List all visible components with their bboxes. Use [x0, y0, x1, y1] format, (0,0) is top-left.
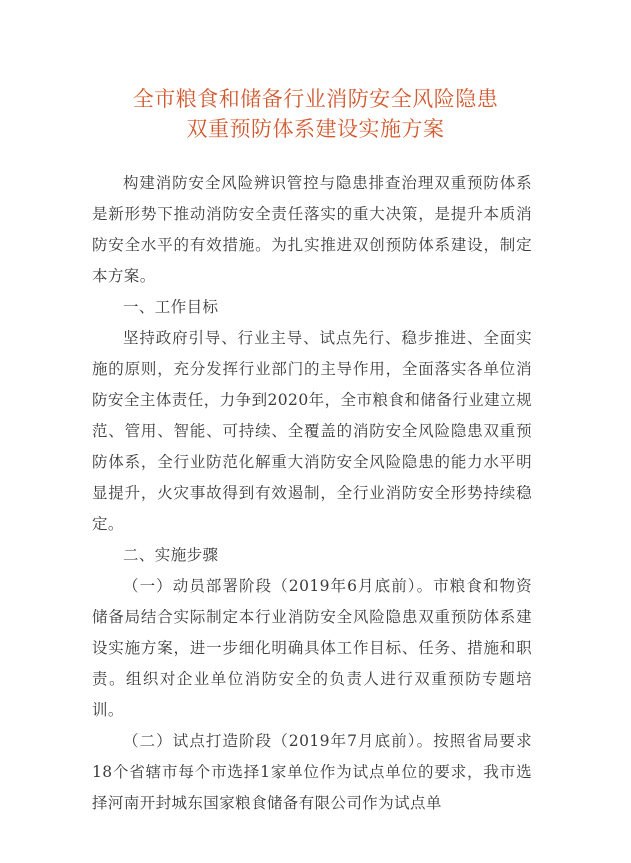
section-heading-steps: 二、实施步骤 — [123, 546, 219, 564]
document-title — [0, 84, 631, 144]
goals-paragraph: 坚持政府引导、行业主导、试点先行、稳步推进、全面实施的原则，充分发挥行业部门的主导作用，全面落实各单位消防安全主体责任，力争到2020年，全市粮食和储备行业建立规范、管用、智能、可持续、全覆盖的消防安全风险隐患双重预防体系，全行业防范化解重大消防安全风险隐患的能力水平明显提升，火灾事故得到有效遏制，全行业消防安全形势持续稳定。 — [92, 329, 532, 533]
document-body — [92, 168, 532, 819]
step-1-paragraph: （一）动员部署阶段（2019年6月底前）。市粮食和物资储备局结合实际制定本行业消防安全风险隐患双重预防体系建设实施方案，进一步细化明确具体工作目标、任务、措施和职责。组织对企业单位消防安全的负责人进行双重预防专题培训。 — [92, 577, 532, 719]
step-2-paragraph: （二）试点打造阶段（2019年7月底前）。按照省局要求18个省辖市每个市选择1家单位作为试点单位的要求，我市选择河南开封城东国家粮食储备有限公司作为试点单 — [92, 732, 532, 812]
title-line-2: 双重预防体系建设实施方案 — [186, 117, 445, 141]
title-line-1: 全市粮食和储备行业消防安全风险隐患 — [132, 87, 499, 111]
intro-paragraph: 构建消防安全风险辨识管控与隐患排查治理双重预防体系是新形势下推动消防安全责任落实的重大决策，是提升本质消防安全水平的有效措施。为扎实推进双创预防体系建设，制定本方案。 — [92, 174, 532, 285]
section-heading-goals: 一、工作目标 — [123, 298, 219, 316]
